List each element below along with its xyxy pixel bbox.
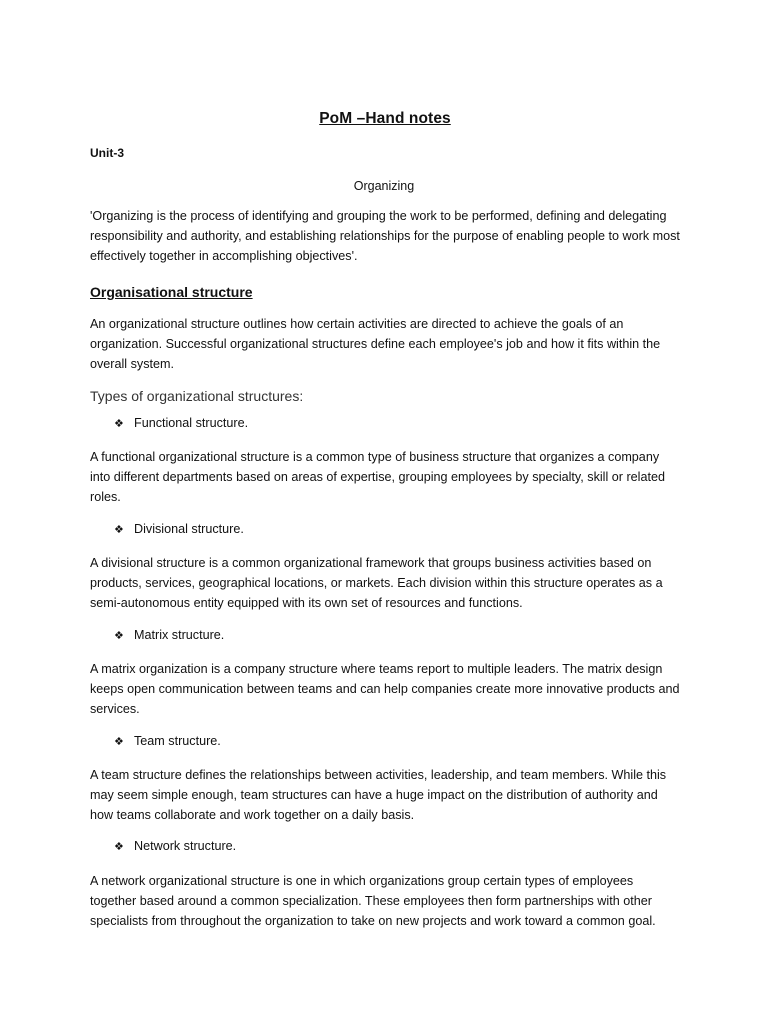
diamond-bullet-icon: ❖: [114, 840, 124, 853]
document-page: [90, 0, 680, 1024]
definition-paragraph: 'Organizing is the process of identifying and grouping the work to be performed, defining and delegating responsibility and authority, and establishing relationships for the purpose of enabling people to work most effectively together in accomplishing objectives'.: [90, 209, 680, 263]
topic-heading: Organizing: [353, 179, 415, 193]
bullet-label: Functional structure.: [134, 416, 249, 430]
bullet-team-structure: [114, 734, 221, 748]
diamond-bullet-icon: ❖: [114, 417, 124, 430]
bullet-label: Team structure.: [134, 734, 221, 748]
bullet-divisional-structure: [114, 522, 244, 536]
section-intro-paragraph: An organizational structure outlines how certain activities are directed to achieve the goals of an organization. Successful organizational structures define each employee's job and how it fits within the overall system.: [90, 317, 661, 371]
network-structure-paragraph: A network organizational structure is one in which organizations group certain types of employees together based around a common specialization. These employees then form partnerships with other specialists from throughout the organization to take on new projects and work toward a common goal.: [90, 874, 656, 928]
bullet-matrix-structure: [114, 628, 224, 642]
divisional-structure-paragraph: A divisional structure is a common organizational framework that groups business activities based on products, services, geographical locations, or markets. Each division within this structure operates as a semi-autonomous entity equipped with its own set of resources and functions.: [90, 556, 663, 610]
bullet-network-structure: [114, 839, 236, 853]
bullet-label: Network structure.: [134, 839, 237, 853]
diamond-bullet-icon: ❖: [114, 735, 124, 748]
unit-label: Unit-3: [90, 146, 124, 160]
bullet-functional-structure: [114, 416, 248, 430]
document-title: PoM –Hand notes: [319, 110, 451, 127]
bullet-label: Matrix structure.: [134, 628, 225, 642]
diamond-bullet-icon: ❖: [114, 523, 124, 536]
bullet-label: Divisional structure.: [134, 522, 244, 536]
team-structure-paragraph: A team structure defines the relationships between activities, leadership, and team members. While this may seem simple enough, team structures can have a huge impact on the distribution of authority and how teams collaborate and work together on a daily basis.: [90, 768, 667, 822]
matrix-structure-paragraph: A matrix organization is a company structure where teams report to multiple leaders. The matrix design keeps open communication between teams and can help companies create more innovative products and services.: [90, 662, 680, 716]
types-heading: Types of organizational structures:: [90, 388, 304, 404]
section-heading: Organisational structure: [90, 284, 253, 300]
functional-structure-paragraph: A functional organizational structure is a common type of business structure that organizes a company into different departments based on areas of expertise, grouping employees by specialty, skill or related roles.: [90, 450, 665, 504]
diamond-bullet-icon: ❖: [114, 629, 124, 642]
